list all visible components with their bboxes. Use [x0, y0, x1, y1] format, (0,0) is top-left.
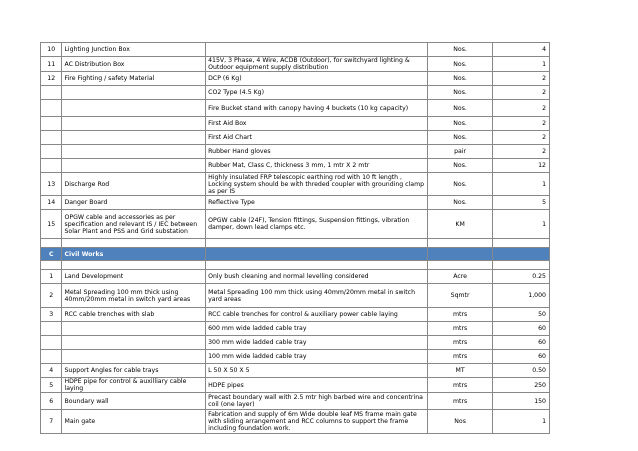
item-cell: AC Distribution Box [62, 57, 206, 72]
table-row [41, 270, 550, 284]
specification-cell: HDPE pipes [206, 378, 428, 393]
unit-cell: Nos. [427, 72, 493, 86]
table-row [41, 72, 550, 86]
quantity-cell: 1 [493, 173, 550, 196]
item-cell: RCC cable trenches with slab [62, 308, 206, 322]
serial-number-cell [41, 322, 62, 336]
specification-cell: RCC cable trenches for control & auxiliary power cable laying [206, 308, 428, 322]
bill-of-quantities-table [40, 42, 550, 434]
quantity-cell: 250 [493, 378, 550, 393]
item-cell [62, 131, 206, 145]
item-cell [62, 336, 206, 350]
unit-cell: Nos. [427, 100, 493, 117]
serial-number-cell: 10 [41, 43, 62, 57]
unit-cell: Acre [427, 270, 493, 284]
specification-cell: Only bush cleaning and normal levelling considered [206, 270, 428, 284]
serial-number-cell [41, 117, 62, 131]
specification-cell: OPGW cable (24F), Tension fittings, Suspension fittings, vibration damper, down lead clamps etc. [206, 210, 428, 239]
quantity-cell: 5 [493, 196, 550, 210]
table-row [41, 145, 550, 159]
unit-cell: Nos [427, 410, 493, 434]
table-row [41, 196, 550, 210]
serial-number-cell: 4 [41, 364, 62, 378]
item-cell: Lighting Junction Box [62, 43, 206, 57]
serial-number-cell [41, 131, 62, 145]
specification-cell: Reflective Type [206, 196, 428, 210]
quantity-cell: 60 [493, 350, 550, 364]
quantity-cell: 2 [493, 131, 550, 145]
serial-number-cell [41, 239, 62, 248]
table-row [41, 308, 550, 322]
specification-cell [206, 248, 428, 261]
unit-cell [427, 248, 493, 261]
table-row [41, 159, 550, 173]
item-cell: Civil Works [62, 248, 206, 261]
serial-number-cell [41, 86, 62, 100]
specification-cell: Rubber Mat, Class C, thickness 3 mm, 1 mtr X 2 mtr [206, 159, 428, 173]
unit-cell: Nos. [427, 43, 493, 57]
table-row [41, 57, 550, 72]
item-cell [62, 145, 206, 159]
item-cell [62, 117, 206, 131]
item-cell [62, 86, 206, 100]
unit-cell [427, 261, 493, 270]
quantity-cell: 0.25 [493, 270, 550, 284]
specification-cell: CO2 Type (4.5 Kg) [206, 86, 428, 100]
table-row [41, 378, 550, 393]
table-row [41, 410, 550, 434]
item-cell: Support Angles for cable trays [62, 364, 206, 378]
serial-number-cell: 3 [41, 308, 62, 322]
serial-number-cell: 1 [41, 270, 62, 284]
serial-number-cell: 7 [41, 410, 62, 434]
quantity-cell: 2 [493, 72, 550, 86]
serial-number-cell: 2 [41, 284, 62, 308]
quantity-cell: 1 [493, 57, 550, 72]
quantity-cell: 2 [493, 145, 550, 159]
item-cell: Danger Board [62, 196, 206, 210]
unit-cell: mtrs [427, 336, 493, 350]
serial-number-cell [41, 145, 62, 159]
table-row [41, 131, 550, 145]
specification-cell: Fabrication and supply of 6m Wide double leaf MS frame main gate with sliding arrangement and RCC columns to support the frame including foundation work. [206, 410, 428, 434]
table-row [41, 350, 550, 364]
quantity-cell: 0.50 [493, 364, 550, 378]
table-row [41, 393, 550, 410]
specification-cell: L 50 X 50 X 5 [206, 364, 428, 378]
serial-number-cell [41, 159, 62, 173]
item-cell [62, 261, 206, 270]
item-cell: Main gate [62, 410, 206, 434]
specification-cell [206, 261, 428, 270]
quantity-cell: 2 [493, 100, 550, 117]
quantity-cell: 1,000 [493, 284, 550, 308]
spacer-row [41, 239, 550, 248]
table-row [41, 173, 550, 196]
quantity-cell: 2 [493, 117, 550, 131]
specification-cell: Metal Spreading 100 mm thick using 40mm/20mm metal in switch yard areas [206, 284, 428, 308]
specification-cell: 100 mm wide ladded cable tray [206, 350, 428, 364]
serial-number-cell [41, 350, 62, 364]
serial-number-cell: 14 [41, 196, 62, 210]
serial-number-cell: 12 [41, 72, 62, 86]
specification-cell: Rubber Hand gloves [206, 145, 428, 159]
item-cell [62, 239, 206, 248]
quantity-cell: 4 [493, 43, 550, 57]
specification-cell [206, 43, 428, 57]
unit-cell: Nos. [427, 196, 493, 210]
table-row [41, 117, 550, 131]
table-row [41, 86, 550, 100]
quantity-cell: 60 [493, 336, 550, 350]
item-cell: Land Development [62, 270, 206, 284]
table-row [41, 100, 550, 117]
unit-cell: pair [427, 145, 493, 159]
serial-number-cell: C [41, 248, 62, 261]
quantity-cell [493, 248, 550, 261]
quantity-cell: 2 [493, 86, 550, 100]
unit-cell: Sqmtr [427, 284, 493, 308]
quantity-cell: 60 [493, 322, 550, 336]
quantity-cell: 12 [493, 159, 550, 173]
unit-cell: Nos. [427, 86, 493, 100]
unit-cell: KM [427, 210, 493, 239]
serial-number-cell: 11 [41, 57, 62, 72]
table-row [41, 210, 550, 239]
spacer-row [41, 261, 550, 270]
item-cell [62, 350, 206, 364]
item-cell [62, 100, 206, 117]
specification-cell: DCP (6 Kg) [206, 72, 428, 86]
unit-cell: Nos. [427, 131, 493, 145]
serial-number-cell: 5 [41, 378, 62, 393]
table-row [41, 364, 550, 378]
table-row [41, 284, 550, 308]
specification-cell: 600 mm wide ladded cable tray [206, 322, 428, 336]
unit-cell: mtrs [427, 308, 493, 322]
unit-cell: Nos. [427, 57, 493, 72]
unit-cell: Nos. [427, 173, 493, 196]
serial-number-cell: 13 [41, 173, 62, 196]
table-row [41, 43, 550, 57]
unit-cell: mtrs [427, 393, 493, 410]
item-cell: Discharge Rod [62, 173, 206, 196]
specification-cell: First Aid Chart [206, 131, 428, 145]
item-cell: Fire Fighting / safety Material [62, 72, 206, 86]
serial-number-cell [41, 261, 62, 270]
item-cell: OPGW cable and accessories as per specification and relevant IS / IEC between Solar Plant and PSS and Grid substation [62, 210, 206, 239]
item-cell: HDPE pipe for control & auxilliary cable laying [62, 378, 206, 393]
serial-number-cell [41, 100, 62, 117]
serial-number-cell: 15 [41, 210, 62, 239]
serial-number-cell: 6 [41, 393, 62, 410]
item-cell: Boundary wall [62, 393, 206, 410]
specification-cell: Precast boundary wall with 2.5 mtr high barbed wire and concentrina coil (one layer) [206, 393, 428, 410]
specification-cell: First Aid Box [206, 117, 428, 131]
unit-cell [427, 239, 493, 248]
quantity-cell [493, 239, 550, 248]
quantity-cell [493, 261, 550, 270]
quantity-cell: 1 [493, 410, 550, 434]
table-row [41, 322, 550, 336]
unit-cell: MT [427, 364, 493, 378]
quantity-cell: 150 [493, 393, 550, 410]
unit-cell: Nos. [427, 159, 493, 173]
table-row [41, 336, 550, 350]
unit-cell: mtrs [427, 378, 493, 393]
specification-cell: Fire Bucket stand with canopy having 4 buckets (10 kg capacity) [206, 100, 428, 117]
serial-number-cell [41, 336, 62, 350]
specification-cell: 300 mm wide ladded cable tray [206, 336, 428, 350]
item-cell [62, 159, 206, 173]
unit-cell: mtrs [427, 322, 493, 336]
specification-cell [206, 239, 428, 248]
quantity-cell: 50 [493, 308, 550, 322]
item-cell: Metal Spreading 100 mm thick using 40mm/20mm metal in switch yard areas [62, 284, 206, 308]
unit-cell: Nos. [427, 117, 493, 131]
unit-cell: mtrs [427, 350, 493, 364]
quantity-cell: 1 [493, 210, 550, 239]
item-cell [62, 322, 206, 336]
section-header-row [41, 248, 550, 261]
specification-cell: Highly insulated FRP telescopic earthing rod with 10 ft length , Locking system should be with threded coupler with grounding clamp as per IS [206, 173, 428, 196]
specification-cell: 415V, 3 Phase, 4 Wire, ACDB (Outdoor), for switchyard lighting & Outdoor equipment supply distribution [206, 57, 428, 72]
